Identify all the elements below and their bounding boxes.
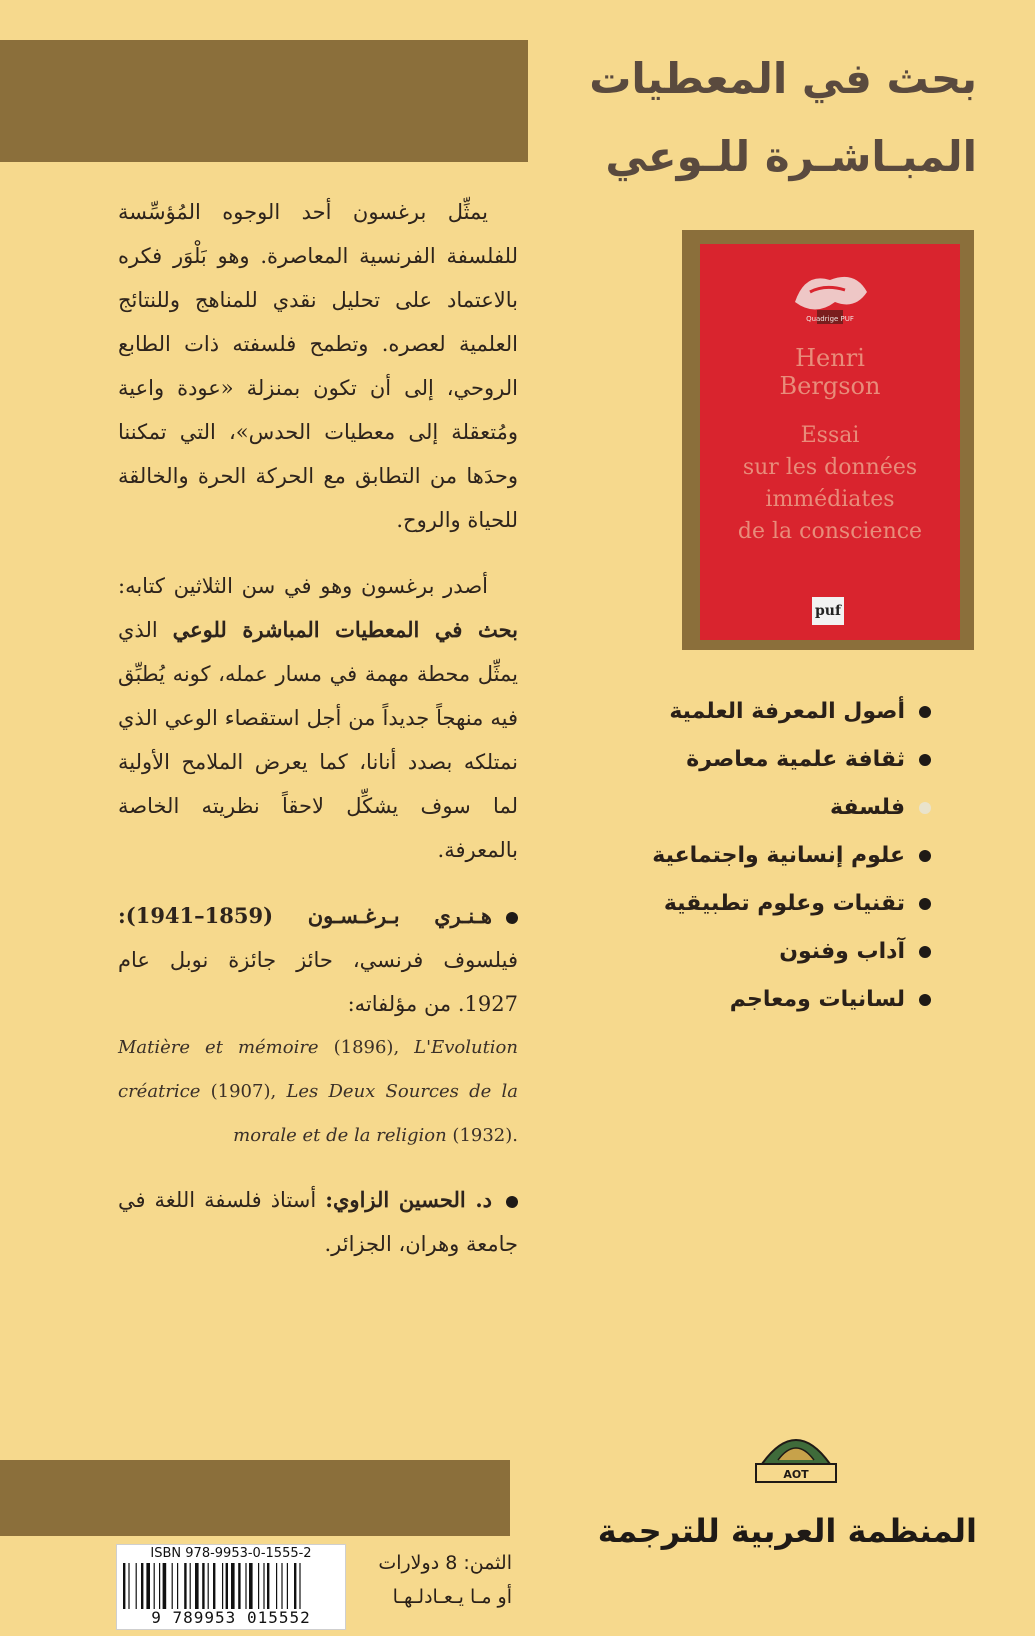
series-item-label: تقنيات وعلوم تطبيقية [663,891,905,916]
series-item [631,976,931,1024]
translator-name: د. الحسين الزاوي: [325,1187,492,1212]
quadrige-logo-icon [785,262,875,332]
para2-start: أصدر برغسون وهو في سن الثلاثين كتابه: [118,574,488,598]
cover-series-mark: Quadrige PUF [806,315,854,323]
bullet-icon [919,946,931,958]
bullet-icon [919,706,931,718]
barcode-bars-icon [123,1563,339,1609]
series-item [631,736,931,784]
translator-desc: أستاذ فلسفة اللغة في جامعة وهران، الجزائر. [118,1188,518,1256]
isbn-barcode [116,1544,346,1630]
bullet-icon [919,994,931,1006]
bullet-icon [919,850,931,862]
organization-name: المنظمة العربية للترجمة [597,1512,977,1550]
book-title-line2: المبـاشـرة للـوعي [605,132,977,181]
cover-author-first: Henri [795,344,865,372]
bullet-icon [506,912,518,924]
author-bio [118,894,518,1158]
isbn-label: ISBN 978-9953-0-1555-2 [150,1546,312,1561]
para2-book-title: بحث في المعطيات المباشرة للوعي [172,617,518,642]
description-paragraph-2 [118,564,518,872]
book-title-line1: بحث في المعطيات [589,54,977,103]
organization-logo-text: AOT [783,1468,809,1481]
author-bio-desc: فيلسوف فرنسي، حائز جائزة نوبل عام 1927. من مؤلفاته: [118,948,518,1016]
cover-author [700,344,960,400]
bullet-icon [919,754,931,766]
series-list [631,688,931,1024]
work-3: Les Deux Sources de la morale et de la religion [233,1081,518,1146]
bottom-decorative-band [0,1460,510,1536]
series-item-label: أصول المعرفة العلمية [669,699,905,724]
series-item [631,928,931,976]
cover-title-line1: Essai [800,423,860,448]
isbn-digits: 9 789953 015552 [151,1608,311,1627]
top-decorative-band [0,40,528,162]
original-cover-image [700,244,960,640]
bullet-icon [919,898,931,910]
series-item-label: آداب وفنون [779,939,905,964]
para2-rest: الذي يمثِّل محطة مهمة في مسار عمله، كونه يُطبِّق فيه منهجاً جديداً من أجل استقصاء الوعي الذي نمتلكه بصدد أنانا، كما يعرض الملامح الأولية لما سوف يشكِّل لاحقاً نظريته الخاصة بالمعرفة. [118,618,518,862]
bullet-icon [919,802,931,814]
description-paragraph-1: يمثِّل برغسون أحد الوجوه المُؤسِّسة للفلسفة الفرنسية المعاصرة. وهو بَلْوَر فكره بالاعتماد على تحليل نقدي للمناهج وللنتائج العلمية لعصره. وتطمح فلسفته ذات الطابع الروحي، إلى أن تكون بمنزلة «عودة واعية ومُتعقلة إلى معطيات الحدس»، التي تمكننا وحدَها من التطابق مع الحركة الحرة والخالقة للحياة والروح. [118,200,518,532]
series-item [631,832,931,880]
author-works [118,1026,518,1158]
book-title [557,40,977,196]
cover-title-line2: sur les données [742,455,918,480]
cover-author-last: Bergson [779,372,881,400]
bullet-icon [506,1196,518,1208]
work-2-year: (1907), [200,1081,287,1102]
series-item [631,880,931,928]
cover-title-line4: de la conscience [737,519,923,544]
series-item-label: علوم إنسانية واجتماعية [652,843,905,868]
work-2: L'Evolution créatrice [118,1037,518,1102]
work-3-year: (1932). [446,1125,518,1146]
price-line1: الثمن: 8 دولارات [378,1552,512,1574]
author-name: هـنـري بـرغـسـون (1859–1941): [118,903,492,928]
series-item-label: فلسفة [830,795,905,820]
series-item-label: لسانيات ومعاجم [729,987,905,1012]
series-item-label: ثقافة علمية معاصرة [686,747,905,772]
work-1: Matière et mémoire [118,1037,319,1058]
series-item [631,688,931,736]
work-1-year: (1896), [318,1037,415,1058]
back-cover-text [118,190,518,1288]
price-line2: أو مـا يـعـادلـهـا [392,1586,512,1608]
author-bio-text [118,894,518,1026]
translator-bio [118,1178,518,1266]
organization-logo-icon [748,1420,844,1490]
cover-title [700,420,960,548]
price-block [362,1546,512,1614]
cover-publisher-logo: puf [812,597,844,625]
series-item-highlighted [631,784,931,832]
cover-title-line3: immédiates [765,487,895,512]
